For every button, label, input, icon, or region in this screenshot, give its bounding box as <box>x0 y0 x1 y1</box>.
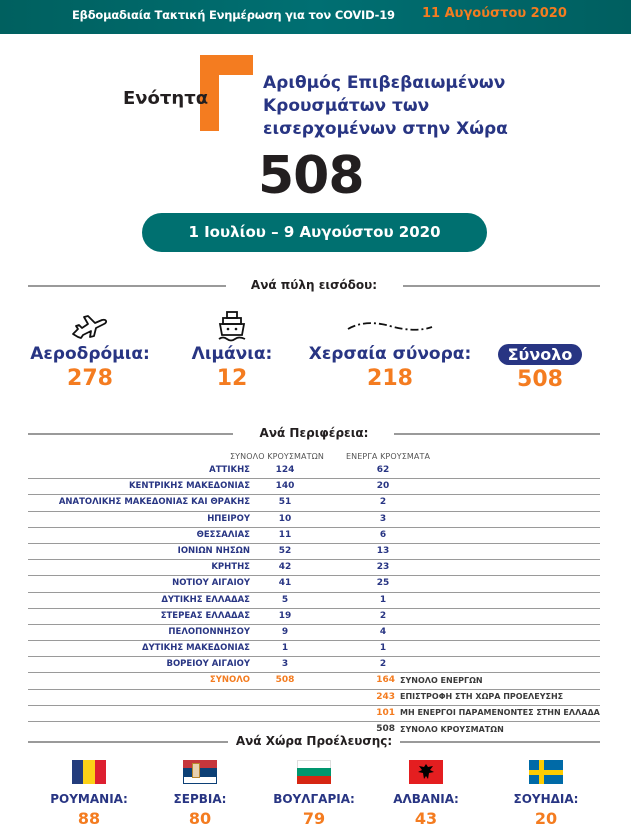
headline-line: Αριθμός Επιβεβαιωμένων <box>263 73 506 93</box>
region-active-cases: 13 <box>376 545 390 556</box>
regions-table <box>28 463 600 737</box>
total-value: 508 <box>275 675 295 686</box>
table-row <box>28 657 600 673</box>
bulgaria-flag-icon <box>297 760 331 784</box>
region-total-cases: 124 <box>275 465 295 475</box>
region-name: ΑΤΤΙΚΗΣ <box>209 465 250 475</box>
summary-row <box>28 706 600 722</box>
region-active-cases: 25 <box>376 578 390 589</box>
table-row <box>28 576 600 592</box>
country-serbia <box>150 760 250 828</box>
region-active-cases: 4 <box>379 626 387 637</box>
regions-heading-label: Ανά Περιφέρεια: <box>259 426 369 440</box>
table-row <box>28 495 600 511</box>
region-active-cases: 2 <box>379 610 387 621</box>
report-title: Εβδομαδιαία Τακτική Ενημέρωση για τον COVID-19 <box>72 8 395 22</box>
sweden-flag-icon <box>529 760 563 784</box>
country-value: 88 <box>77 809 101 828</box>
summary-row <box>28 690 600 706</box>
entry-points-heading-label: Ανά πύλη εισόδου: <box>250 278 378 292</box>
total-row <box>28 673 600 689</box>
gate-value: 218 <box>367 366 413 391</box>
region-total-cases: 52 <box>278 545 292 556</box>
country-name: ΣΟΥΗΔΙΑ: <box>513 792 579 806</box>
column-header-total: ΣΥΝΟΛΟ ΚΡΟΥΣΜΑΤΩΝ <box>230 452 324 461</box>
country-name: ΣΕΡΒΙΑ: <box>173 792 227 806</box>
region-total-cases: 1 <box>281 643 289 654</box>
region-name: ΚΡΗΤΗΣ <box>211 562 250 573</box>
gate-value: 508 <box>517 367 563 392</box>
region-active-cases: 1 <box>379 594 387 605</box>
countries-heading-label: Ανά Χώρα Προέλευσης: <box>235 734 393 748</box>
total-pill: Σύνολο <box>498 344 583 365</box>
table-row <box>28 560 600 576</box>
region-name: ΗΠΕΙΡΟΥ <box>207 513 250 524</box>
summary-value: 164 <box>376 675 395 686</box>
region-active-cases: 2 <box>379 497 387 508</box>
period-pill: 1 Ιουλίου – 9 Αυγούστου 2020 <box>142 213 487 252</box>
header-bar <box>0 0 631 34</box>
albania-flag-icon <box>409 760 443 784</box>
region-active-cases: 6 <box>379 529 387 540</box>
region-name: ΝΟΤΙΟΥ ΑΙΓΑΙΟΥ <box>172 578 250 589</box>
total-cases-number: 508 <box>258 146 364 206</box>
region-active-cases: 3 <box>379 513 387 524</box>
table-row <box>28 463 600 479</box>
icon-spacer <box>495 310 585 344</box>
border-line-icon <box>305 310 475 344</box>
region-total-cases: 3 <box>281 659 289 670</box>
country-value: 43 <box>414 809 438 828</box>
table-row <box>28 593 600 609</box>
countries-heading <box>28 734 600 750</box>
region-name: ΔΥΤΙΚΗΣ ΕΛΛΑΔΑΣ <box>161 594 250 605</box>
region-active-cases: 20 <box>376 481 390 492</box>
ship-icon <box>182 310 282 344</box>
country-value: 20 <box>534 809 558 828</box>
gate-land-borders <box>305 310 475 391</box>
region-name: ΠΕΛΟΠΟΝΝΗΣΟΥ <box>168 626 250 637</box>
region-name: ΔΥΤΙΚΗΣ ΜΑΚΕΔΟΝΙΑΣ <box>141 643 250 654</box>
report-date: 11 Αυγούστου 2020 <box>422 6 567 21</box>
summary-label: ΜΗ ΕΝΕΡΓΟΙ ΠΑΡΑΜΕΝΟΝΤΕΣ ΣΤΗΝ ΕΛΛΑΔΑ <box>400 708 600 718</box>
table-row <box>28 609 600 625</box>
table-row <box>28 512 600 528</box>
section-headline <box>263 72 508 141</box>
summary-label: ΕΠΙΣΤΡΟΦΗ ΣΤΗ ΧΩΡΑ ΠΡΟΕΛΕΥΣΗΣ <box>400 692 564 702</box>
table-row <box>28 479 600 495</box>
table-row <box>28 528 600 544</box>
region-total-cases: 9 <box>281 626 289 637</box>
region-total-cases: 10 <box>278 513 292 524</box>
region-active-cases: 2 <box>379 659 387 670</box>
summary-value: 101 <box>376 707 395 718</box>
summary-label: ΣΥΝΟΛΟ ΕΝΕΡΓΩΝ <box>400 675 483 685</box>
region-name: ΘΕΣΣΑΛΙΑΣ <box>196 529 250 540</box>
gate-total <box>495 310 585 392</box>
headline-line: εισερχομένων στην Χώρα <box>263 119 508 139</box>
romania-flag-icon <box>72 760 106 784</box>
region-name: ΙΟΝΙΩΝ ΝΗΣΩΝ <box>177 545 250 556</box>
airplane-icon <box>30 310 150 344</box>
country-sweden <box>496 760 596 828</box>
region-name: ΚΕΝΤΡΙΚΗΣ ΜΑΚΕΔΟΝΙΑΣ <box>128 481 250 492</box>
serbia-flag-icon <box>183 760 217 784</box>
country-name: ΡΟΥΜΑΝΙΑ: <box>50 792 128 806</box>
regions-heading <box>28 426 600 442</box>
country-name: ΑΛΒΑΝΙΑ: <box>393 792 459 806</box>
region-total-cases: 41 <box>278 578 292 589</box>
table-row <box>28 544 600 560</box>
gate-label: Αεροδρόμια: <box>30 344 150 364</box>
section-label: Ενότητα <box>123 88 209 109</box>
gate-label: Χερσαία σύνορα: <box>308 344 472 364</box>
region-active-cases: 23 <box>376 562 390 573</box>
country-value: 79 <box>302 809 326 828</box>
gate-value: 278 <box>67 366 113 391</box>
gate-airports <box>30 310 150 391</box>
table-row <box>28 641 600 657</box>
summary-label: ΣΥΝΟΛΟ ΚΡΟΥΣΜΑΤΩΝ <box>400 724 504 734</box>
total-label: ΣΥΝΟΛΟ <box>209 675 250 686</box>
region-total-cases: 140 <box>275 481 295 492</box>
country-romania <box>39 760 139 828</box>
region-total-cases: 51 <box>278 497 292 508</box>
summary-value: 508 <box>376 724 395 734</box>
country-name: ΒΟΥΛΓΑΡΙΑ: <box>273 792 355 806</box>
region-total-cases: 5 <box>281 594 289 605</box>
region-total-cases: 11 <box>278 529 292 540</box>
gate-value: 12 <box>216 366 248 391</box>
headline-line: Κρουσμάτων των <box>263 96 430 116</box>
region-name: ΒΟΡΕΙΟΥ ΑΙΓΑΙΟΥ <box>166 659 250 670</box>
gate-label: Λιμάνια: <box>191 344 273 364</box>
table-row <box>28 625 600 641</box>
country-value: 80 <box>188 809 212 828</box>
summary-value: 243 <box>376 691 395 702</box>
country-albania <box>376 760 476 828</box>
region-name: ΑΝΑΤΟΛΙΚΗΣ ΜΑΚΕΔΟΝΙΑΣ ΚΑΙ ΘΡΑΚΗΣ <box>58 497 250 508</box>
region-active-cases: 62 <box>376 465 390 475</box>
gate-ports <box>182 310 282 391</box>
region-active-cases: 1 <box>379 643 387 654</box>
region-total-cases: 19 <box>278 610 292 621</box>
column-header-active: ΕΝΕΡΓΑ ΚΡΟΥΣΜΑΤΑ <box>346 452 431 461</box>
region-total-cases: 42 <box>278 562 292 573</box>
region-name: ΣΤΕΡΕΑΣ ΕΛΛΑΔΑΣ <box>160 610 250 621</box>
country-bulgaria <box>264 760 364 828</box>
entry-points-heading <box>28 278 600 294</box>
